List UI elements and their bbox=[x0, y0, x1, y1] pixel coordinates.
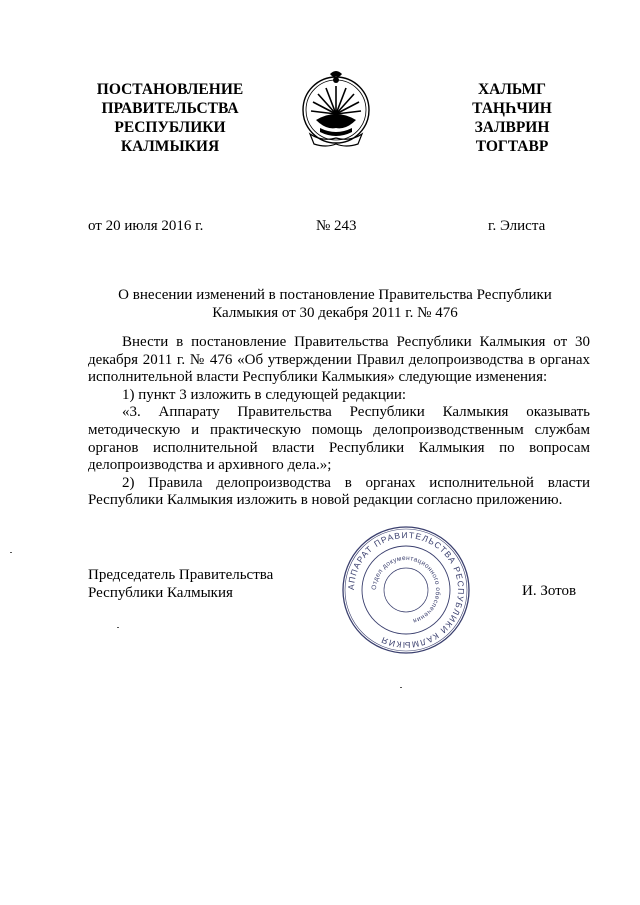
header-right-line: ТОГТАВР bbox=[475, 138, 549, 155]
body-paragraph: Внести в постановление Правительства Республики Калмыкия от 30 декабря 2011 г. № 476 «Об утверждении Правил делопроизводства в органах исполнительной власти Республики Калмыкия» следующие изменения: bbox=[88, 334, 590, 386]
scan-speck bbox=[117, 627, 119, 628]
signatory-name: И. Зотов bbox=[522, 583, 577, 599]
document-number: № 243 bbox=[316, 218, 357, 234]
body-paragraph: 1) пункт 3 изложить в следующей редакции: bbox=[122, 386, 407, 403]
header-left-line: ПРАВИТЕЛЬСТВА bbox=[101, 100, 239, 117]
signatory-position bbox=[88, 566, 273, 602]
document-date: от 20 июля 2016 г. bbox=[88, 218, 204, 234]
header-right-line: ТАҢҺЧИН bbox=[472, 100, 552, 117]
body-paragraph: 2) Правила делопроизводства в органах исполнительной власти Республики Калмыкия изложить в новой редакции согласно приложению. bbox=[88, 474, 590, 509]
header-right-line: ЗАЛВРИН bbox=[474, 119, 550, 136]
stamp-outer-text: АППАРАТ ПРАВИТЕЛЬСТВА РЕСПУБЛИКИ КАЛМЫКИЯ bbox=[345, 529, 467, 651]
header-left-line: РЕСПУБЛИКИ bbox=[114, 119, 226, 136]
title-line: Калмыкия от 30 декабря 2011 г. № 476 bbox=[212, 305, 458, 321]
coat-of-arms-icon bbox=[302, 68, 370, 154]
signatory-position-line: Республики Калмыкия bbox=[88, 585, 233, 601]
body-paragraph: «3. Аппарату Правительства Республики Калмыкия оказывать методическую и практическую помощь делопроизводственным службам органов исполнительной власти Республики Калмыкия по вопросам делопроизводства и архивного дела.»; bbox=[88, 404, 590, 474]
header-left-line: КАЛМЫКИЯ bbox=[120, 138, 220, 155]
svg-text:Отдел документационного обеспе bbox=[371, 555, 442, 624]
header-left-line: ПОСТАНОВЛЕНИЕ bbox=[96, 81, 244, 98]
document-title bbox=[80, 286, 590, 322]
svg-text:АППАРАТ ПРАВИТЕЛЬСТВА РЕСПУБЛИ bbox=[346, 530, 466, 650]
scan-speck bbox=[10, 552, 12, 553]
scan-speck bbox=[400, 687, 402, 688]
header-right-line: ХАЛЬМГ bbox=[477, 81, 547, 98]
header-right-title bbox=[448, 80, 576, 156]
document-body bbox=[88, 334, 590, 510]
document-place: г. Элиста bbox=[488, 218, 546, 234]
signatory-position-line: Председатель Правительства bbox=[88, 567, 274, 583]
official-stamp bbox=[340, 524, 472, 656]
stamp-inner-text: Отдел документационного обеспечения bbox=[370, 554, 442, 625]
header-left-title bbox=[80, 80, 260, 156]
title-line: О внесении изменений в постановление Правительства Республики bbox=[118, 287, 552, 303]
